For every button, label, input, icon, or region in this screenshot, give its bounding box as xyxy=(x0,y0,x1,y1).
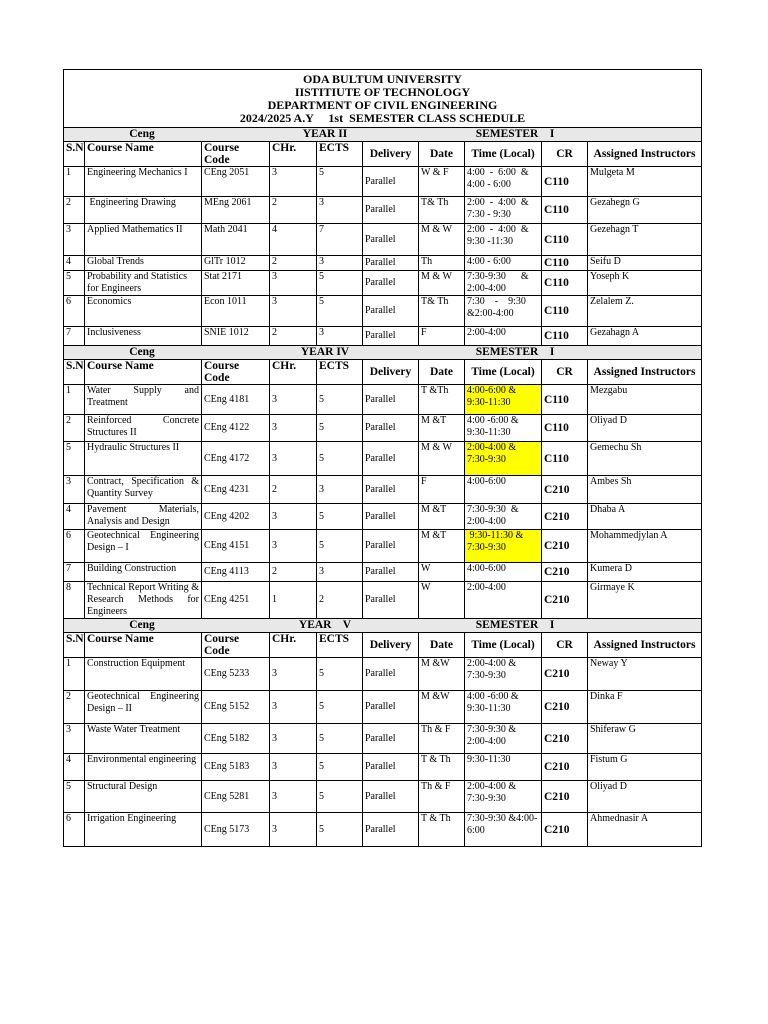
course-row xyxy=(64,504,702,530)
schedule-table xyxy=(63,69,702,847)
course-ects: 5 xyxy=(317,385,363,415)
course-instructor: Mohammedjylan A xyxy=(588,530,702,563)
course-row xyxy=(64,691,702,724)
course-time: 7:30-9:30 &4:00-6:00 xyxy=(465,813,542,847)
course-cr: C210 xyxy=(542,563,588,582)
column-header-instructor: Assigned Instructors xyxy=(588,633,702,658)
course-sn: 7 xyxy=(64,563,85,582)
course-cr: C110 xyxy=(542,271,588,296)
course-code: CEng 4113 xyxy=(202,563,270,582)
title-row xyxy=(64,70,702,128)
course-delivery: Parallel xyxy=(363,224,419,256)
course-sn: 3 xyxy=(64,476,85,504)
course-time: 9:30-11:30 xyxy=(465,754,542,781)
course-chr: 3 xyxy=(270,530,317,563)
course-delivery: Parallel xyxy=(363,691,419,724)
course-name: Environmental engineering xyxy=(85,754,202,781)
course-row xyxy=(64,197,702,224)
column-header-name: Course Name xyxy=(85,633,202,658)
course-delivery: Parallel xyxy=(363,563,419,582)
course-ects: 2 xyxy=(317,582,363,619)
course-instructor: Seifu D xyxy=(588,256,702,271)
section-band xyxy=(64,619,702,633)
column-header-name: Course Name xyxy=(85,360,202,385)
course-time: 2:00-4:00 xyxy=(465,327,542,346)
course-date: W xyxy=(419,582,465,619)
column-header-name: Course Name xyxy=(85,142,202,167)
column-header-time: Time (Local) xyxy=(465,142,542,167)
course-cr: C210 xyxy=(542,781,588,813)
course-instructor: Mezgabu xyxy=(588,385,702,415)
course-sn: 1 xyxy=(64,167,85,197)
course-time: 4:00-6:00 xyxy=(465,563,542,582)
course-cr: C110 xyxy=(542,442,588,476)
course-name: Waste Water Treatment xyxy=(85,724,202,754)
course-cr: C210 xyxy=(542,754,588,781)
course-instructor: Gezehagn T xyxy=(588,224,702,256)
course-cr: C110 xyxy=(542,224,588,256)
column-header-sn: S.N xyxy=(64,360,85,385)
course-date: F xyxy=(419,476,465,504)
section-year: YEAR II xyxy=(302,128,348,140)
column-header-time: Time (Local) xyxy=(465,633,542,658)
course-ects: 5 xyxy=(317,415,363,442)
course-instructor: Dinka F xyxy=(588,691,702,724)
title-cell xyxy=(64,70,702,128)
course-sn: 2 xyxy=(64,691,85,724)
course-delivery: Parallel xyxy=(363,442,419,476)
course-name: Geotechnical Engineering Design – II xyxy=(85,691,202,724)
course-sn: 3 xyxy=(64,724,85,754)
course-date: W & F xyxy=(419,167,465,197)
course-cr: C210 xyxy=(542,504,588,530)
course-code: CEng 5233 xyxy=(202,658,270,691)
course-sn: 5 xyxy=(64,781,85,813)
course-code: CEng 2051 xyxy=(202,167,270,197)
course-sn: 5 xyxy=(64,442,85,476)
course-time: 4:00 - 6:00 & 4:00 - 6:00 xyxy=(465,167,542,197)
course-delivery: Parallel xyxy=(363,724,419,754)
course-cr: C210 xyxy=(542,813,588,847)
course-sn: 4 xyxy=(64,754,85,781)
course-delivery: Parallel xyxy=(363,197,419,224)
course-date: T & Th xyxy=(419,813,465,847)
course-cr: C210 xyxy=(542,530,588,563)
course-delivery: Parallel xyxy=(363,658,419,691)
course-cr: C210 xyxy=(542,476,588,504)
course-instructor: Gezahegn G xyxy=(588,197,702,224)
course-row xyxy=(64,781,702,813)
institute-name: IISTITIUTE OF TECHNOLOGY xyxy=(294,85,471,99)
course-sn: 2 xyxy=(64,197,85,224)
course-cr: C110 xyxy=(542,197,588,224)
course-row xyxy=(64,256,702,271)
course-cr: C110 xyxy=(542,256,588,271)
course-time: 7:30-9:30 & 2:00-4:00 xyxy=(465,504,542,530)
course-ects: 5 xyxy=(317,167,363,197)
course-code: CEng 4151 xyxy=(202,530,270,563)
section-program: Ceng xyxy=(129,128,155,140)
course-row xyxy=(64,530,702,563)
course-sn: 5 xyxy=(64,271,85,296)
course-sn: 4 xyxy=(64,256,85,271)
course-delivery: Parallel xyxy=(363,476,419,504)
course-ects: 5 xyxy=(317,658,363,691)
course-row xyxy=(64,167,702,197)
course-instructor: Gezahagn A xyxy=(588,327,702,346)
course-name: Water Supply and Treatment xyxy=(85,385,202,415)
course-date: F xyxy=(419,327,465,346)
course-row xyxy=(64,442,702,476)
course-ects: 5 xyxy=(317,296,363,327)
course-delivery: Parallel xyxy=(363,327,419,346)
column-header-date: Date xyxy=(419,142,465,167)
course-cr: C110 xyxy=(542,327,588,346)
course-ects: 5 xyxy=(317,271,363,296)
course-date: M & W xyxy=(419,271,465,296)
course-date: M &T xyxy=(419,530,465,563)
course-instructor: Girmaye K xyxy=(588,582,702,619)
section-semester: SEMESTER I xyxy=(475,128,555,140)
course-row xyxy=(64,327,702,346)
course-instructor: Oliyad D xyxy=(588,415,702,442)
course-instructor: Zelalem Z. xyxy=(588,296,702,327)
course-ects: 5 xyxy=(317,504,363,530)
column-header-cr: CR xyxy=(542,360,588,385)
course-row xyxy=(64,476,702,504)
course-sn: 8 xyxy=(64,582,85,619)
section-band xyxy=(64,346,702,360)
course-sn: 1 xyxy=(64,658,85,691)
course-chr: 3 xyxy=(270,167,317,197)
course-time: 4:00 - 6:00 xyxy=(465,256,542,271)
column-header-row xyxy=(64,360,702,385)
course-delivery: Parallel xyxy=(363,296,419,327)
course-name: Pavement Materials, Analysis and Design xyxy=(85,504,202,530)
course-code: CEng 4172 xyxy=(202,442,270,476)
course-delivery: Parallel xyxy=(363,415,419,442)
course-code: CEng 4202 xyxy=(202,504,270,530)
column-header-chr: CHr. xyxy=(270,360,317,385)
course-chr: 3 xyxy=(270,658,317,691)
course-code: CEng 4181 xyxy=(202,385,270,415)
course-date: T& Th xyxy=(419,197,465,224)
course-chr: 3 xyxy=(270,442,317,476)
course-time: 7:30-9:30 & 2:00-4:00 xyxy=(465,724,542,754)
column-header-sn: S.N xyxy=(64,633,85,658)
course-row xyxy=(64,582,702,619)
column-header-row xyxy=(64,142,702,167)
course-ects: 5 xyxy=(317,691,363,724)
section-semester: SEMESTER I xyxy=(475,346,555,358)
course-delivery: Parallel xyxy=(363,271,419,296)
course-code: Stat 2171 xyxy=(202,271,270,296)
course-instructor: Mulgeta M xyxy=(588,167,702,197)
course-code: CEng 5182 xyxy=(202,724,270,754)
course-name: Construction Equipment xyxy=(85,658,202,691)
course-sn: 6 xyxy=(64,813,85,847)
column-header-delivery: Delivery xyxy=(363,360,419,385)
course-name: Probability and Statistics for Engineers xyxy=(85,271,202,296)
course-cr: C110 xyxy=(542,167,588,197)
section-year: YEAR V xyxy=(298,619,352,631)
column-header-instructor: Assigned Instructors xyxy=(588,360,702,385)
column-header-ects: ECTS xyxy=(317,633,363,658)
course-time: 4:00-6:00 xyxy=(465,476,542,504)
column-header-code: Course Code xyxy=(202,633,270,658)
course-ects: 3 xyxy=(317,256,363,271)
column-header-sn: S.N xyxy=(64,142,85,167)
course-name: Irrigation Engineering xyxy=(85,813,202,847)
course-instructor: Ahmednasir A xyxy=(588,813,702,847)
course-time: 2:00-4:00 & 7:30-9:30 xyxy=(465,658,542,691)
course-sn: 6 xyxy=(64,530,85,563)
course-delivery: Parallel xyxy=(363,385,419,415)
section-band-cell xyxy=(64,128,702,142)
course-delivery: Parallel xyxy=(363,813,419,847)
course-time: 2:00 - 4:00 & 7:30 - 9:30 xyxy=(465,197,542,224)
course-date: Th & F xyxy=(419,724,465,754)
column-header-chr: CHr. xyxy=(270,142,317,167)
course-instructor: Yoseph K xyxy=(588,271,702,296)
course-ects: 3 xyxy=(317,476,363,504)
column-header-date: Date xyxy=(419,633,465,658)
course-chr: 3 xyxy=(270,781,317,813)
university-name: ODA BULTUM UNIVERSITY xyxy=(303,72,462,86)
course-time: 7:30-9:30 & 2:00-4:00 xyxy=(465,271,542,296)
course-time: 2:00-4:00 xyxy=(465,582,542,619)
course-chr: 2 xyxy=(270,476,317,504)
course-delivery: Parallel xyxy=(363,754,419,781)
course-row xyxy=(64,385,702,415)
course-ects: 5 xyxy=(317,781,363,813)
course-time: 4:00 -6:00 & 9:30-11:30 xyxy=(465,691,542,724)
course-code: CEng 4122 xyxy=(202,415,270,442)
course-code: Math 2041 xyxy=(202,224,270,256)
course-delivery: Parallel xyxy=(363,167,419,197)
course-chr: 3 xyxy=(270,296,317,327)
course-cr: C110 xyxy=(542,415,588,442)
course-name: Engineering Mechanics I xyxy=(85,167,202,197)
course-time: 2:00-4:00 & 7:30-9:30 xyxy=(465,442,542,476)
course-row xyxy=(64,271,702,296)
course-row xyxy=(64,724,702,754)
course-name: Hydraulic Structures II xyxy=(85,442,202,476)
course-chr: 3 xyxy=(270,385,317,415)
column-header-delivery: Delivery xyxy=(363,633,419,658)
department-name: DEPARTMENT OF CIVIL ENGINEERING xyxy=(267,98,498,112)
course-instructor: Gemechu Sh xyxy=(588,442,702,476)
course-chr: 2 xyxy=(270,327,317,346)
course-date: M &T xyxy=(419,415,465,442)
course-chr: 3 xyxy=(270,271,317,296)
course-name: Building Construction xyxy=(85,563,202,582)
course-code: CEng 5152 xyxy=(202,691,270,724)
course-row xyxy=(64,224,702,256)
course-code: CEng 4251 xyxy=(202,582,270,619)
course-name: Economics xyxy=(85,296,202,327)
course-sn: 2 xyxy=(64,415,85,442)
course-delivery: Parallel xyxy=(363,256,419,271)
course-ects: 5 xyxy=(317,724,363,754)
column-header-delivery: Delivery xyxy=(363,142,419,167)
course-chr: 1 xyxy=(270,582,317,619)
course-time: 9:30-11:30 & 7:30-9:30 xyxy=(465,530,542,563)
column-header-instructor: Assigned Instructors xyxy=(588,142,702,167)
course-name: Structural Design xyxy=(85,781,202,813)
course-instructor: Ambes Sh xyxy=(588,476,702,504)
course-delivery: Parallel xyxy=(363,530,419,563)
course-delivery: Parallel xyxy=(363,781,419,813)
course-cr: C110 xyxy=(542,385,588,415)
section-band-cell xyxy=(64,619,702,633)
course-code: CEng 4231 xyxy=(202,476,270,504)
course-date: M & W xyxy=(419,442,465,476)
course-chr: 3 xyxy=(270,691,317,724)
course-chr: 3 xyxy=(270,415,317,442)
course-date: M &W xyxy=(419,691,465,724)
section-band-cell xyxy=(64,346,702,360)
section-semester: SEMESTER I xyxy=(475,619,555,631)
course-chr: 3 xyxy=(270,724,317,754)
course-time: 7:30 - 9:30 &2:00-4:00 xyxy=(465,296,542,327)
course-instructor: Dhaba A xyxy=(588,504,702,530)
course-chr: 2 xyxy=(270,256,317,271)
course-instructor: Neway Y xyxy=(588,658,702,691)
course-code: MEng 2061 xyxy=(202,197,270,224)
column-header-row xyxy=(64,633,702,658)
course-cr: C110 xyxy=(542,296,588,327)
course-instructor: Fistum G xyxy=(588,754,702,781)
course-date: T & Th xyxy=(419,754,465,781)
column-header-chr: CHr. xyxy=(270,633,317,658)
column-header-code: Course Code xyxy=(202,360,270,385)
section-program: Ceng xyxy=(129,346,155,358)
course-name: Applied Mathematics II xyxy=(85,224,202,256)
schedule-sheet xyxy=(63,69,701,847)
section-program: Ceng xyxy=(129,619,155,631)
course-code: CEng 5281 xyxy=(202,781,270,813)
course-row xyxy=(64,754,702,781)
course-name: Technical Report Writing & Research Methods for Engineers xyxy=(85,582,202,619)
course-instructor: Oliyad D xyxy=(588,781,702,813)
course-code: GlTr 1012 xyxy=(202,256,270,271)
course-cr: C210 xyxy=(542,658,588,691)
course-sn: 6 xyxy=(64,296,85,327)
course-delivery: Parallel xyxy=(363,504,419,530)
course-date: T &Th xyxy=(419,385,465,415)
course-sn: 1 xyxy=(64,385,85,415)
course-delivery: Parallel xyxy=(363,582,419,619)
course-time: 2:00-4:00 & 7:30-9:30 xyxy=(465,781,542,813)
course-date: Th & F xyxy=(419,781,465,813)
course-row xyxy=(64,563,702,582)
course-name: Reinforced Concrete Structures II xyxy=(85,415,202,442)
course-name: Geotechnical Engineering Design – I xyxy=(85,530,202,563)
column-header-cr: CR xyxy=(542,142,588,167)
course-date: T& Th xyxy=(419,296,465,327)
course-instructor: Kumera D xyxy=(588,563,702,582)
course-chr: 4 xyxy=(270,224,317,256)
column-header-date: Date xyxy=(419,360,465,385)
course-ects: 3 xyxy=(317,563,363,582)
course-name: Global Trends xyxy=(85,256,202,271)
course-code: SNIE 1012 xyxy=(202,327,270,346)
course-cr: C210 xyxy=(542,724,588,754)
column-header-ects: ECTS xyxy=(317,360,363,385)
course-date: Th xyxy=(419,256,465,271)
course-date: M & W xyxy=(419,224,465,256)
course-chr: 3 xyxy=(270,504,317,530)
course-code: CEng 5183 xyxy=(202,754,270,781)
course-row xyxy=(64,813,702,847)
course-instructor: Shiferaw G xyxy=(588,724,702,754)
course-row xyxy=(64,296,702,327)
course-name: Inclusiveness xyxy=(85,327,202,346)
course-name: Contract, Specification & Quantity Survey xyxy=(85,476,202,504)
course-ects: 5 xyxy=(317,442,363,476)
course-sn: 4 xyxy=(64,504,85,530)
course-chr: 3 xyxy=(270,813,317,847)
course-ects: 5 xyxy=(317,813,363,847)
course-chr: 3 xyxy=(270,754,317,781)
course-ects: 3 xyxy=(317,327,363,346)
course-ects: 3 xyxy=(317,197,363,224)
course-cr: C210 xyxy=(542,582,588,619)
column-header-code: Course Code xyxy=(202,142,270,167)
column-header-cr: CR xyxy=(542,633,588,658)
course-ects: 7 xyxy=(317,224,363,256)
section-band xyxy=(64,128,702,142)
course-sn: 3 xyxy=(64,224,85,256)
course-date: M &W xyxy=(419,658,465,691)
course-chr: 2 xyxy=(270,563,317,582)
course-ects: 5 xyxy=(317,530,363,563)
course-cr: C210 xyxy=(542,691,588,724)
schedule-title: 2024/2025 A.Y 1st SEMESTER CLASS SCHEDULE xyxy=(239,111,526,125)
column-header-time: Time (Local) xyxy=(465,360,542,385)
course-name: Engineering Drawing xyxy=(85,197,202,224)
course-code: Econ 1011 xyxy=(202,296,270,327)
section-year: YEAR IV xyxy=(300,346,350,358)
course-chr: 2 xyxy=(270,197,317,224)
course-ects: 5 xyxy=(317,754,363,781)
course-time: 4:00-6:00 & 9:30-11:30 xyxy=(465,385,542,415)
column-header-ects: ECTS xyxy=(317,142,363,167)
course-date: M &T xyxy=(419,504,465,530)
course-date: W xyxy=(419,563,465,582)
course-row xyxy=(64,415,702,442)
course-time: 2:00 - 4:00 & 9:30 -11:30 xyxy=(465,224,542,256)
course-sn: 7 xyxy=(64,327,85,346)
course-row xyxy=(64,658,702,691)
course-time: 4:00 -6:00 & 9:30-11:30 xyxy=(465,415,542,442)
course-code: CEng 5173 xyxy=(202,813,270,847)
